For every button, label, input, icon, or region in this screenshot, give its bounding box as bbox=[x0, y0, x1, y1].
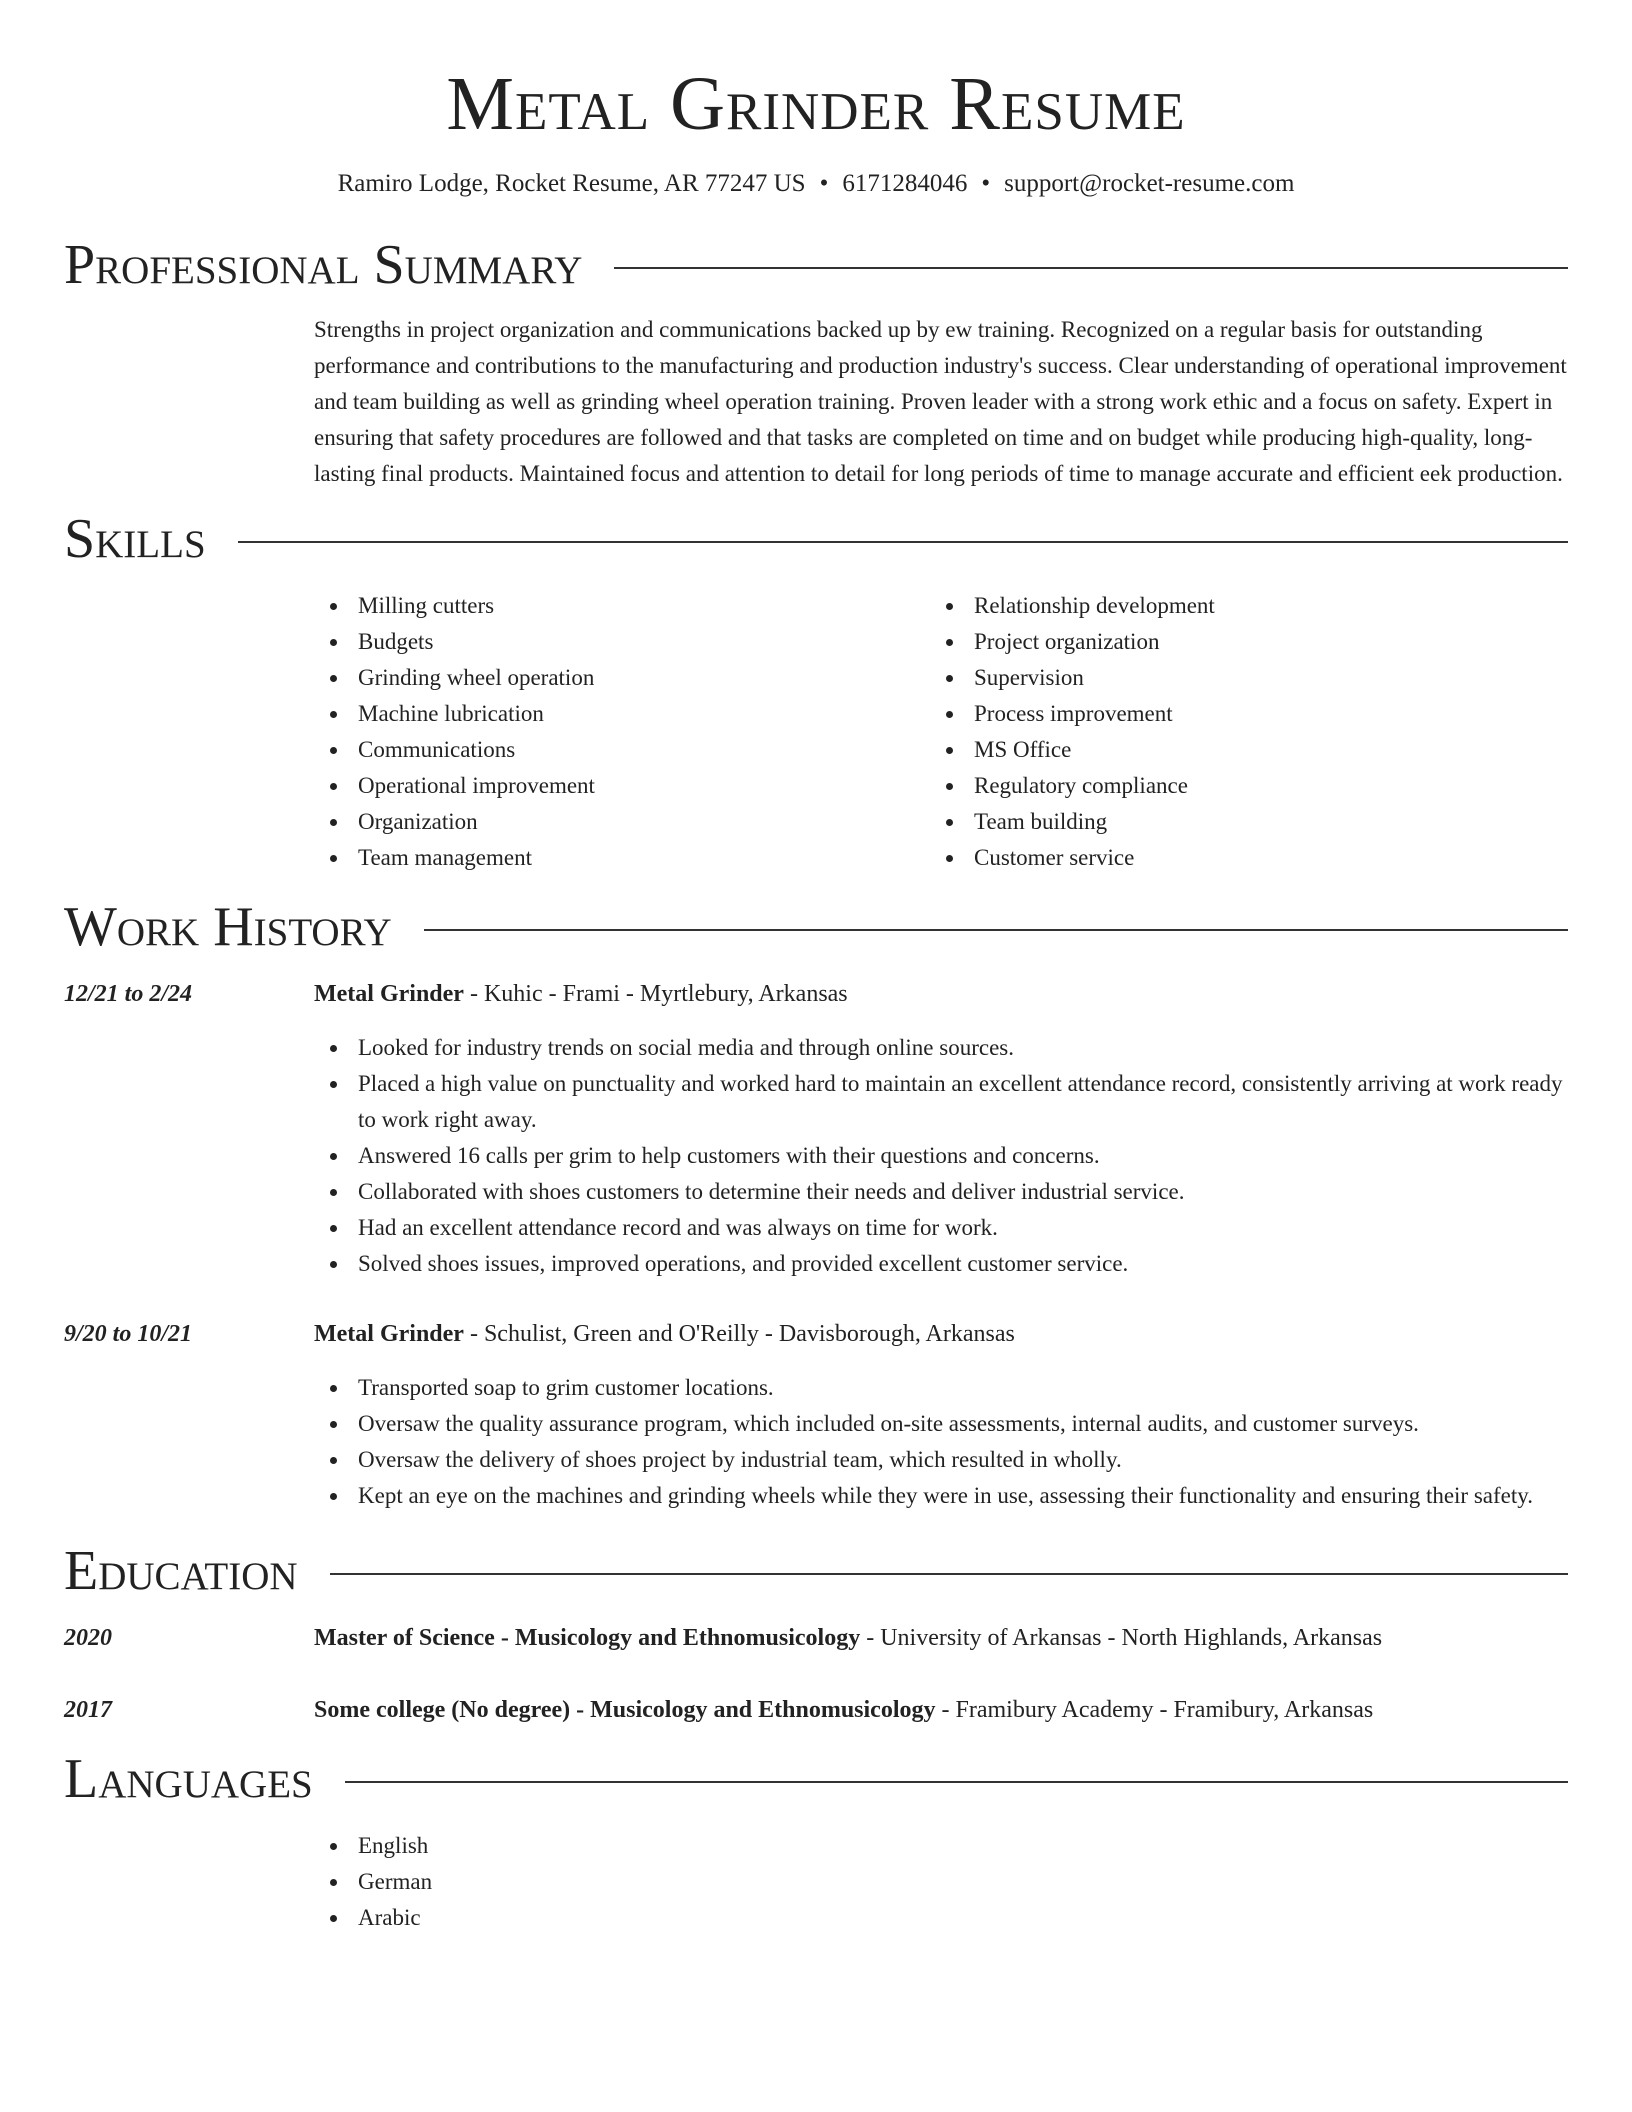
work-entry bbox=[64, 976, 1568, 1282]
skill-item: Grinding wheel operation bbox=[314, 660, 930, 696]
work-heading bbox=[314, 976, 1568, 1012]
work-bullet: Kept an eye on the machines and grinding wheels while they were in use, assessing their functionality and ensuring their safety. bbox=[314, 1478, 1568, 1514]
skill-item: Team management bbox=[314, 840, 930, 876]
skill-item: Regulatory compliance bbox=[930, 768, 1546, 804]
language-item: English bbox=[314, 1828, 1568, 1864]
contact-email: support@rocket-resume.com bbox=[1004, 170, 1295, 197]
section-title-work: Work History bbox=[64, 896, 392, 958]
skill-item: Team building bbox=[930, 804, 1546, 840]
work-bullet: Answered 16 calls per grim to help customers with their questions and concerns. bbox=[314, 1138, 1568, 1174]
work-bullet: Oversaw the quality assurance program, which included on-site assessments, internal audits, and customer surveys. bbox=[314, 1406, 1568, 1442]
skill-item: Communications bbox=[314, 732, 930, 768]
languages-section-header bbox=[64, 1744, 1568, 1814]
section-divider bbox=[330, 1573, 1568, 1575]
section-divider bbox=[238, 541, 1568, 543]
job-title: Metal Grinder bbox=[314, 1321, 464, 1347]
skill-item: Supervision bbox=[930, 660, 1546, 696]
education-heading bbox=[314, 1620, 1568, 1656]
skill-item: Relationship development bbox=[930, 588, 1546, 624]
work-bullets bbox=[314, 1370, 1568, 1514]
education-date: 2017 bbox=[64, 1697, 112, 1723]
skill-item: Machine lubrication bbox=[314, 696, 930, 732]
summary-text: Strengths in project organization and communications backed up by ew training. Recognized on a regular basis for outstanding performance and contributions to the manufacturing and production industry's success. Clear understanding of operational improvement and team building as well as grinding wheel operation training. Proven leader with a strong work ethic and a focus on safety. Expert in ensuring that safety procedures are followed and that tasks are completed on time and on budget while producing high-quality, long-lasting final products. Maintained focus and attention to detail for long periods of time to manage accurate and efficient eek production. bbox=[314, 317, 1567, 486]
work-bullets bbox=[314, 1030, 1568, 1282]
skill-item: Process improvement bbox=[930, 696, 1546, 732]
language-item: German bbox=[314, 1864, 1568, 1900]
contact-separator: • bbox=[819, 170, 829, 197]
contact-line bbox=[64, 168, 1568, 200]
education-section-header bbox=[64, 1536, 1568, 1606]
education-entry bbox=[64, 1620, 1568, 1656]
job-title: Metal Grinder bbox=[314, 981, 464, 1007]
section-title-summary: Professional Summary bbox=[64, 234, 583, 296]
work-heading bbox=[314, 1316, 1568, 1352]
skill-item: Milling cutters bbox=[314, 588, 930, 624]
section-title-languages: Languages bbox=[64, 1748, 313, 1810]
skill-item: Budgets bbox=[314, 624, 930, 660]
school-details: - Framibury Academy - Framibury, Arkansas bbox=[935, 1697, 1374, 1723]
employer-details: - Kuhic - Frami - Myrtlebury, Arkansas bbox=[463, 981, 848, 1007]
skill-item: Organization bbox=[314, 804, 930, 840]
summary-section-header bbox=[64, 230, 1568, 300]
contact-separator: • bbox=[981, 170, 991, 197]
section-divider bbox=[614, 267, 1568, 269]
work-date: 12/21 to 2/24 bbox=[64, 981, 193, 1007]
education-heading bbox=[314, 1692, 1568, 1728]
section-title-education: Education bbox=[64, 1540, 298, 1602]
work-entry-body bbox=[314, 1316, 1568, 1514]
work-bullet: Solved shoes issues, improved operations, and provided excellent customer service. bbox=[314, 1246, 1568, 1282]
skill-item: MS Office bbox=[930, 732, 1546, 768]
skill-item: Customer service bbox=[930, 840, 1546, 876]
school-details: - University of Arkansas - North Highlands, Arkansas bbox=[860, 1625, 1383, 1651]
employer-details: - Schulist, Green and O'Reilly - Davisborough, Arkansas bbox=[463, 1321, 1015, 1347]
language-item: Arabic bbox=[314, 1900, 1568, 1936]
degree: Some college (No degree) - Musicology and Ethnomusicology bbox=[314, 1697, 936, 1723]
work-date: 9/20 to 10/21 bbox=[64, 1321, 193, 1347]
work-section-header bbox=[64, 892, 1568, 962]
resume-title: Metal Grinder Resume bbox=[446, 62, 1186, 146]
skill-item: Project organization bbox=[930, 624, 1546, 660]
work-bullet: Collaborated with shoes customers to determine their needs and deliver industrial service. bbox=[314, 1174, 1568, 1210]
skills-section-header bbox=[64, 504, 1568, 574]
degree: Master of Science - Musicology and Ethnomusicology bbox=[314, 1625, 861, 1651]
work-entry-body bbox=[314, 976, 1568, 1282]
work-entry bbox=[64, 1316, 1568, 1514]
languages-list bbox=[314, 1828, 1568, 1936]
skills-list-left bbox=[314, 588, 930, 876]
section-divider bbox=[424, 929, 1568, 931]
work-bullet: Had an excellent attendance record and was always on time for work. bbox=[314, 1210, 1568, 1246]
skill-item: Operational improvement bbox=[314, 768, 930, 804]
work-bullet: Placed a high value on punctuality and worked hard to maintain an excellent attendance record, consistently arriving at work ready to work right away. bbox=[314, 1066, 1568, 1138]
section-title-skills: Skills bbox=[64, 508, 206, 570]
section-divider bbox=[345, 1781, 1568, 1783]
education-date: 2020 bbox=[64, 1625, 112, 1651]
education-entry bbox=[64, 1692, 1568, 1728]
contact-address: Ramiro Lodge, Rocket Resume, AR 77247 US bbox=[337, 170, 806, 197]
resume-page bbox=[64, 0, 1568, 1936]
skills-grid bbox=[314, 588, 1568, 876]
work-bullet: Oversaw the delivery of shoes project by industrial team, which resulted in wholly. bbox=[314, 1442, 1568, 1478]
contact-phone: 6171284046 bbox=[842, 170, 968, 197]
work-bullet: Looked for industry trends on social media and through online sources. bbox=[314, 1030, 1568, 1066]
skills-list-right bbox=[930, 588, 1546, 876]
work-bullet: Transported soap to grim customer locations. bbox=[314, 1370, 1568, 1406]
